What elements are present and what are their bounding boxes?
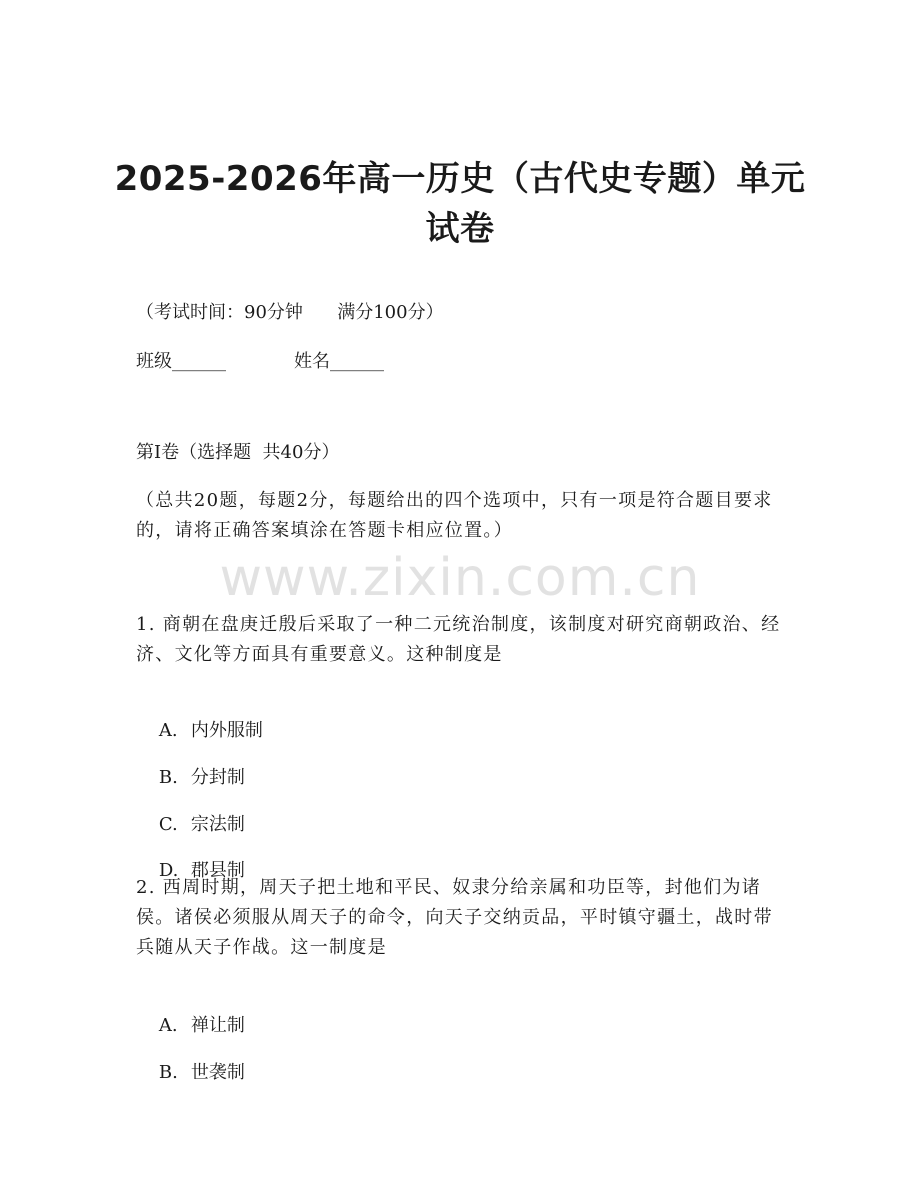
question-2-text: 2. 西周时期，周天子把土地和平民、奴隶分给亲属和功臣等，封他们为诸侯。诸侯必须服从周天子的命令，向天子交纳贡品，平时镇守疆土，战时带兵随从天子作战。这一制度是	[136, 877, 773, 958]
option-letter: B.	[158, 767, 178, 788]
class-field-label: 班级______	[136, 351, 226, 372]
option-text: 世袭制	[190, 1062, 245, 1083]
question-2-option-b	[136, 1028, 245, 1118]
question-1-text: 1. 商朝在盘庚迁殷后采取了一种二元统治制度，该制度对研究商朝政治、经济、文化等方面具有重要意义。这种制度是	[136, 614, 781, 665]
option-letter: B.	[158, 1062, 178, 1083]
section-instructions: （总共20题，每题2分，每题给出的四个选项中，只有一项是符合题目要求的，请将正确答案填涂在答题卡相应位置。）	[136, 490, 773, 541]
option-text: 禅让制	[190, 1015, 245, 1036]
option-text: 郡县制	[190, 860, 245, 881]
option-letter: C.	[158, 814, 178, 835]
option-text: 内外服制	[190, 720, 263, 741]
exam-title-line-1: 2025-2026年高一历史（古代史专题）单元	[114, 159, 806, 199]
name-field-label: 姓名______	[294, 351, 384, 372]
watermark: www.zixin.com.cn	[219, 548, 701, 608]
exam-title-line-2: 试卷	[425, 209, 495, 249]
section-title: 第Ⅰ卷（选择题 共40分）	[136, 442, 340, 463]
option-text: 宗法制	[190, 814, 245, 835]
option-text: 分封制	[190, 767, 245, 788]
option-letter: A.	[158, 1015, 178, 1036]
option-letter: D.	[158, 860, 179, 881]
option-letter: A.	[158, 720, 178, 741]
exam-info: （考试时间：90分钟 满分100分）	[136, 302, 444, 323]
